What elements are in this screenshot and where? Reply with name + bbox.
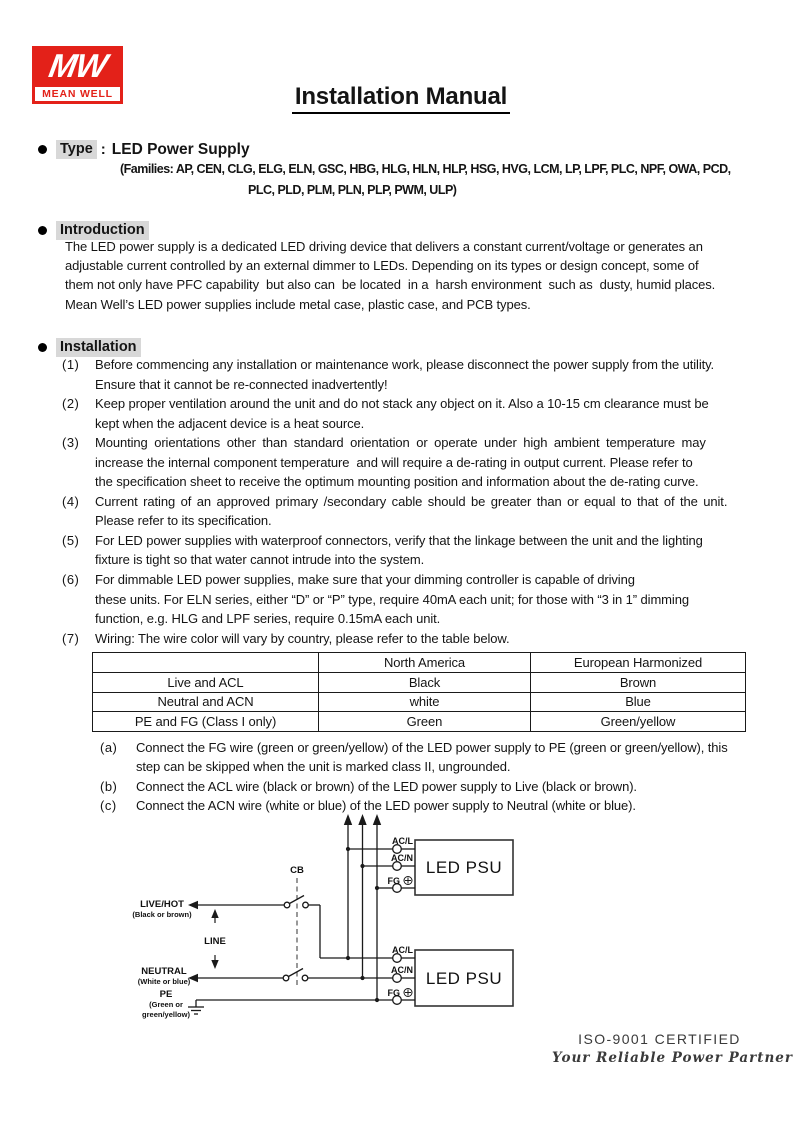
table-header-cell: European Harmonized [531,653,746,673]
acn-terminal-label: AC/N [391,853,413,863]
switch-contact [302,975,308,981]
title-wrap [0,83,802,114]
item-line: the specification sheet to receive the optimum mounting position and information about the de-rating curve. [95,474,699,490]
item-line: For LED power supplies with waterproof connectors, verify that the linkage between the unit and the lighting [95,532,703,548]
earth-ground-icon [404,989,412,997]
installation-item-2 [62,394,727,433]
footer [552,1031,793,1066]
bullet-icon [38,343,47,352]
live-label: LIVE/HOT [140,899,184,910]
psu-label: LED PSU [425,969,503,988]
table-cell: Live and ACL [93,672,319,692]
junction-dot [346,956,350,960]
acl-terminal-label: AC/L [392,945,413,955]
item-line: these units. For ELN series, either “D” or “P” type, require 40mA each unit; for those with “3 in 1” dimming [95,591,689,607]
introduction-paragraph [65,237,715,314]
arrow-down-icon [211,960,218,969]
item-line: Ensure that it cannot be re-connected inadvertently! [95,376,388,392]
type-section-heading [38,140,250,159]
page-title: Installation Manual [292,83,510,114]
neutral-wire [188,969,393,983]
note-line: Connect the ACL wire (black or brown) of the LED power supply to Live (black or brown). [136,778,637,794]
item-line: Before commencing any installation or maintenance work, please disconnect the power supply from the utility. [95,357,715,372]
pe-label: PE [159,989,173,1000]
table-cell: Blue [531,692,746,712]
installation-item-4 [62,492,727,531]
wire-color-table [92,652,746,732]
installation-heading: Installation [56,338,141,357]
item-line: increase the internal component temperature and will require a de-rating in output current. Please refer to [95,454,693,470]
item-number: (7) [62,630,80,646]
acn-terminal-label: AC/N [391,965,413,975]
item-number: (1) [62,357,80,372]
installation-item-1 [62,355,727,394]
earth-ground-icon [404,877,412,885]
slogan-text: Your Reliable Power Partner [552,1050,793,1066]
pe-wire [188,1000,393,1014]
intro-line: them not only have PFC capability but also can be located in a harsh environment such as dusty, humid places. [65,277,716,293]
intro-line: The LED power supply is a dedicated LED driving device that delivers a constant current/voltage or generates an [65,239,703,254]
type-value: LED Power Supply [111,140,250,158]
item-line: Mounting orientations other than standard orientation or operate under high ambient temperature may [95,435,706,451]
junction-dot [346,847,350,851]
table-row [93,712,746,732]
item-line: fixture is tight so that water cannot intrude into the system. [95,552,425,568]
pe-sublabel-1: (Green or [149,1000,183,1009]
note-number: (b) [100,778,118,794]
switch-contact [303,902,309,908]
installation-item-6 [62,570,727,629]
arrow-up-icon [344,814,381,825]
switch-contact [283,975,289,981]
bullet-icon [38,226,47,235]
item-line: kept when the adjacent device is a heat source. [95,415,365,431]
note-a [100,738,728,777]
switch-contact [284,902,290,908]
families-line-1: (Families: AP, CEN, CLG, ELG, ELN, GSC, HBG, HLG, HLN, HLP, HSG, HVG, LCM, LP, LPF, PLC, NPF, OWA, PCD, [120,162,731,176]
intro-line: adjustable current controlled by an external dimmer to LEDs. Depending on its types or design concept, some of [65,258,699,274]
installation-item-5 [62,531,727,570]
table-row [93,672,746,692]
bullet-icon [38,145,47,154]
wiring-diagram [128,810,580,1040]
top-psu [346,836,513,895]
installation-item-3 [62,433,727,492]
table-cell: Brown [531,672,746,692]
note-b [100,777,728,796]
type-colon: : [100,141,106,158]
item-number: (2) [62,396,80,412]
junction-dot [360,864,364,868]
wiring-notes [100,738,728,816]
line-indicator [204,909,226,969]
item-number: (5) [62,532,80,548]
table-header-cell [93,653,319,673]
table-header-cell: North America [319,653,531,673]
fg-terminal-label: FG [387,988,400,998]
families-line-2: PLC, PLD, PLM, PLN, PLP, PWM, ULP) [248,183,457,197]
acl-terminal-label: AC/L [392,836,413,846]
item-line: Current rating of an approved primary /secondary cable should be greater than or equal to that of the unit. [95,493,728,509]
item-line: function, e.g. HLG and LPF series, require 0.15mA each unit. [95,611,441,627]
live-sublabel: (Black or brown) [132,910,192,919]
logo-brand-text: MEAN WELL [35,87,120,101]
neutral-label: NEUTRAL [141,966,187,977]
installation-item-7 [62,629,727,649]
switch-blade [289,969,304,977]
neutral-sublabel: (White or blue) [137,977,191,986]
arrow-up-icon [211,909,218,918]
table-header-row [93,653,746,673]
installation-items [62,355,727,648]
table-cell: Neutral and ACN [93,692,319,712]
note-line: Connect the FG wire (green or green/yellow) of the LED power supply to PE (green or green/yellow), this [136,740,728,755]
table-cell: PE and FG (Class I only) [93,712,319,732]
ground-icon [188,1000,204,1014]
junction-dot [375,886,379,890]
bottom-psu [320,945,513,1006]
logo-mw-monogram: MW [46,47,110,84]
table-cell: Black [319,672,531,692]
cb-label: CB [290,865,304,876]
item-number: (4) [62,493,80,509]
table-cell: Green [319,712,531,732]
note-line: Connect the ACN wire (white or blue) of the LED power supply to Neutral (white or blue). [136,798,636,814]
introduction-heading: Introduction [56,221,149,240]
live-wire [188,896,320,959]
fg-terminal-label: FG [387,876,400,886]
item-number: (6) [62,572,80,588]
line-label: LINE [204,936,226,947]
pe-sublabel-2: green/yellow) [142,1010,190,1019]
item-line: Please refer to its specification. [95,513,272,529]
item-line: Wiring: The wire color will vary by country, please refer to the table below. [95,630,510,646]
item-line: Keep proper ventilation around the unit and do not stack any object on it. Also a 10-15 cm clearance must be [95,396,709,412]
table-cell: Green/yellow [531,712,746,732]
table-row [93,692,746,712]
psu-label: LED PSU [425,858,503,877]
note-number: (c) [100,798,117,814]
table-cell: white [319,692,531,712]
intro-line: Mean Well’s LED power supplies include metal case, plastic case, and PCB types. [65,296,531,312]
iso-certified-text: ISO-9001 CERTIFIED [578,1031,741,1047]
item-number: (3) [62,435,80,451]
note-line: step can be skipped when the unit is marked class II, ungrounded. [136,759,511,775]
item-line: For dimmable LED power supplies, make sure that your dimming controller is capable of driving [95,572,635,588]
note-number: (a) [100,740,118,755]
type-label: Type [56,140,97,159]
